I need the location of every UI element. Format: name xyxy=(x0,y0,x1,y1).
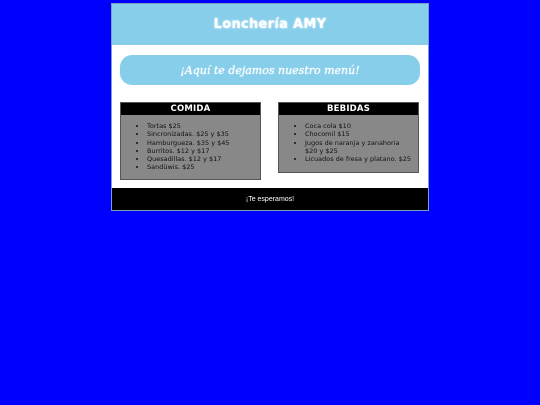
list-item: • Burritos. $12 y $17 xyxy=(147,147,254,155)
comida-card xyxy=(120,102,261,180)
banner-text: ¡Aquí te dejamos nuestro menú! xyxy=(180,63,360,77)
bebidas-title: BEBIDAS xyxy=(279,103,418,115)
menu-banner xyxy=(120,55,420,85)
list-item: • Jugos de naranja y zanahoria $20 y $25 xyxy=(305,139,412,156)
comida-title: COMIDA xyxy=(121,103,260,115)
list-item: • Quesadillas. $12 y $17 xyxy=(147,155,254,163)
site-footer xyxy=(112,188,428,210)
footer-text: ¡Te esperamos! xyxy=(245,195,295,203)
bebidas-list xyxy=(279,122,418,163)
list-item: • Hamburgueza. $35 y $45 xyxy=(147,139,254,147)
page-container xyxy=(111,3,429,211)
list-item: • Tortas $25 xyxy=(147,122,254,130)
list-item: • Chocomil $15 xyxy=(305,130,412,138)
list-item: • Licuados de fresa y platano. $25 xyxy=(305,155,412,163)
list-item: • Sandüwis. $25 xyxy=(147,163,254,171)
bebidas-card xyxy=(278,102,419,173)
comida-list xyxy=(121,122,260,172)
list-item: • Sincronizadas. $25 y $35 xyxy=(147,130,254,138)
list-item: • Coca cola $10 xyxy=(305,122,412,130)
site-header xyxy=(112,4,428,45)
site-title: Lonchería AMY xyxy=(213,17,327,32)
